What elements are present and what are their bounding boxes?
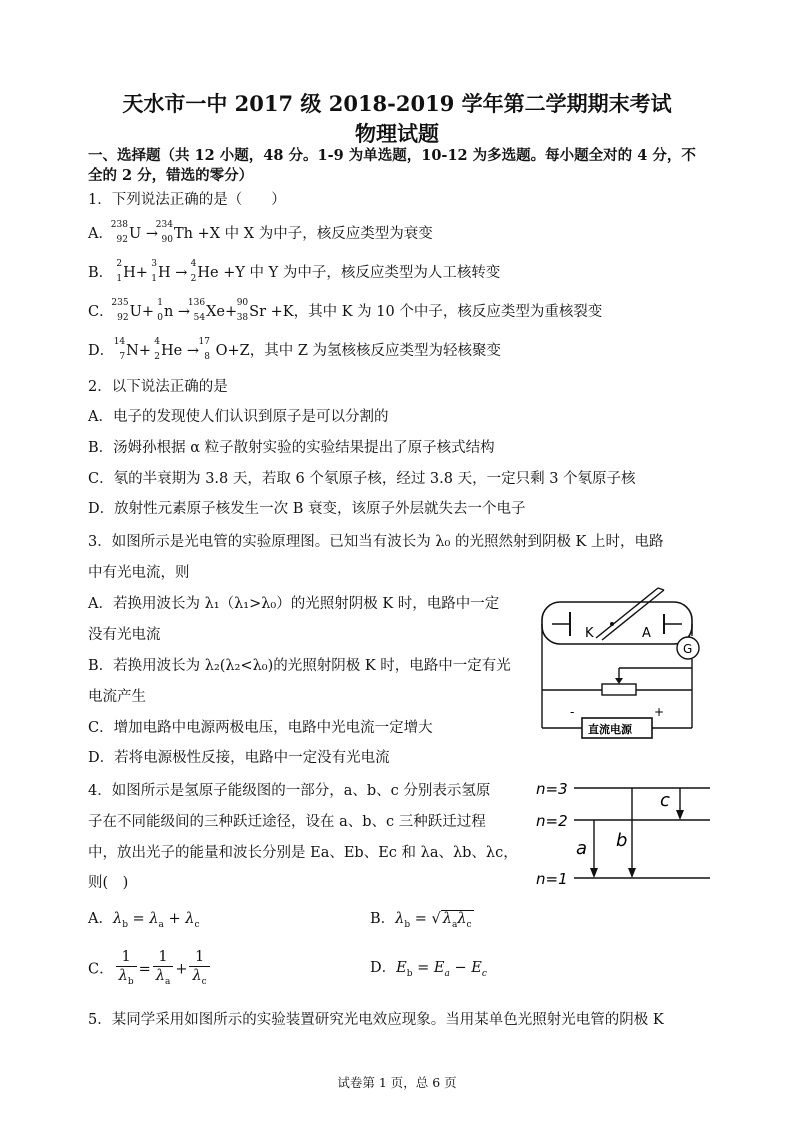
exam-subject: 物理试题 [355, 121, 439, 146]
q3-option-b-cont: 电流产生 [88, 689, 146, 705]
q2-option-d: D．放射性元素原子核发生一次 B 衰变，该原子外层就失去一个电子 [88, 501, 526, 517]
cathode-label: K [585, 626, 594, 641]
q3-option-c: C．增加电路中电源两极电压，电路中光电流一定增大 [88, 720, 433, 736]
q4-option-b: B．$\lambda_b$ = √ $\lambda_a\lambda_c$ [370, 911, 472, 930]
anode-label: A [642, 626, 651, 641]
q3-option-a-cont: 没有光电流 [88, 627, 161, 643]
q4-stem-cont1: 子在不同能级间的三种跃迁途径，设在 a、b、c 三种跃迁过程 [88, 814, 486, 830]
plus-label: + [654, 705, 665, 719]
q2-stem: 2．以下说法正确的是 [88, 379, 228, 395]
q4-option-c-label: C． [88, 961, 114, 978]
q1-option-c-text: +K，其中 K 为 10 个中子，核反应类型为重核裂变 [266, 304, 603, 320]
q2-option-c: C．氡的半衰期为 3.8 天，若取 6 个氡原子核，经过 3.8 天，一定只剩 3 个氡原子核 [88, 471, 636, 487]
q1-option-a-text: +X 中 X 为中子，核反应类型为衰变 [192, 226, 433, 242]
page-footer: 试卷第 1 页，总 6 页 [337, 1075, 457, 1090]
q1-option-d-text: O+Z，其中 Z 为氢核核反应类型为轻核聚变 [210, 343, 501, 359]
q4-option-a: A．$\lambda_b = \lambda_a + \lambda_c$ [88, 911, 200, 930]
q5-stem: 5．某同学采用如图所示的实验装置研究光电效应现象。当用某单色光照射光电管的阴极 K [88, 1012, 664, 1028]
q3-stem: 3．如图所示是光电管的实验原理图。已知当有波长为 λ₀ 的光照然射到阴极 K 上时，电路 [88, 534, 664, 550]
q3-option-b: B．若换用波长为 λ₂(λ₂<λ₀)的光照射阴极 K 时，电路中一定有光 [88, 658, 511, 674]
transition-c-label: c [660, 790, 670, 811]
q3-stem-cont: 中有光电流，则 [88, 565, 190, 581]
q2-option-b: B．汤姆孙根据 α 粒子散射实验的实验结果提出了原子核式结构 [88, 440, 495, 456]
q3-option-d: D．若将电源极性反接，电路中一定没有光电流 [88, 750, 390, 766]
q3-option-a: A．若换用波长为 λ₁（λ₁>λ₀）的光照射阴极 K 时，电路中一定 [88, 596, 500, 612]
q1-option-c: C． 235 92 U+ 1 0 n → 136 54 Xe+ 90 38 Sr +K，其中 K 为 10 个中子，核反应类型为重核裂变 [88, 298, 603, 323]
q4-stem: 4．如图所示是氢原子能级图的一部分，a、b、c 分别表示氢原 [88, 783, 491, 799]
exam-title: 天水市一中 2017 级 2018-2019 学年第二学期期末考试 [122, 91, 672, 116]
level-2-label: n=2 [536, 812, 568, 830]
q2-option-a: A．电子的发现使人们认识到原子是可以分割的 [88, 409, 389, 425]
q4-stem-cont2: 中，放出光子的能量和波长分别是 Ea、Eb、Ec 和 λa、λb、λc， [88, 845, 518, 861]
q1-option-d: D． 14 7 N+ 4 2 He → 17 8 O+Z，其中 Z 为氢核核反应类型为轻核聚变 [88, 337, 501, 362]
q1-option-b-text: +Y 中 Y 为中子，核反应类型为人工核转变 [218, 265, 501, 281]
phototube-circuit-diagram [530, 580, 710, 750]
power-supply-label: 直流电源 [588, 723, 632, 736]
q4-option-d: D．$E_b = E_a - E_c$ [370, 960, 487, 979]
q1-option-a: A． 238 92 U → 234 90 Th +X 中 X 为中子，核反应类型为衰变 [88, 220, 433, 245]
q4-option-c: C． $\frac{1}{\lambda_b}$ = $\frac{1}{\lambda_a}$ + $\frac{1}{\lambda_c}$ [88, 948, 212, 991]
transition-a-label: a [576, 838, 588, 859]
section-heading-cont: 全的 2 分，错选的零分） [88, 167, 254, 184]
q4-option-b-label: B． [370, 911, 396, 927]
level-3-label: n=3 [536, 780, 568, 798]
minus-label: - [570, 705, 575, 719]
section-heading: 一、选择题（共 12 小题，48 分。1-9 为单选题，10-12 为多选题。每小题全对的 4 分，不 [88, 147, 696, 164]
transition-b-label: b [616, 830, 628, 851]
q4-option-a-label: A． [88, 911, 113, 927]
q1-stem: 1．下列说法正确的是（ ） [88, 192, 286, 208]
q4-option-d-label: D． [370, 960, 397, 976]
galvanometer-label: G [683, 642, 693, 656]
q4-stem-cont3: 则( ) [88, 875, 129, 891]
q1-option-b: B． 2 1 H+ 3 1 H → 4 2 He +Y 中 Y 为中子，核反应类型为人工核转变 [88, 259, 501, 284]
level-1-label: n=1 [536, 870, 568, 888]
energy-level-diagram [530, 772, 720, 890]
